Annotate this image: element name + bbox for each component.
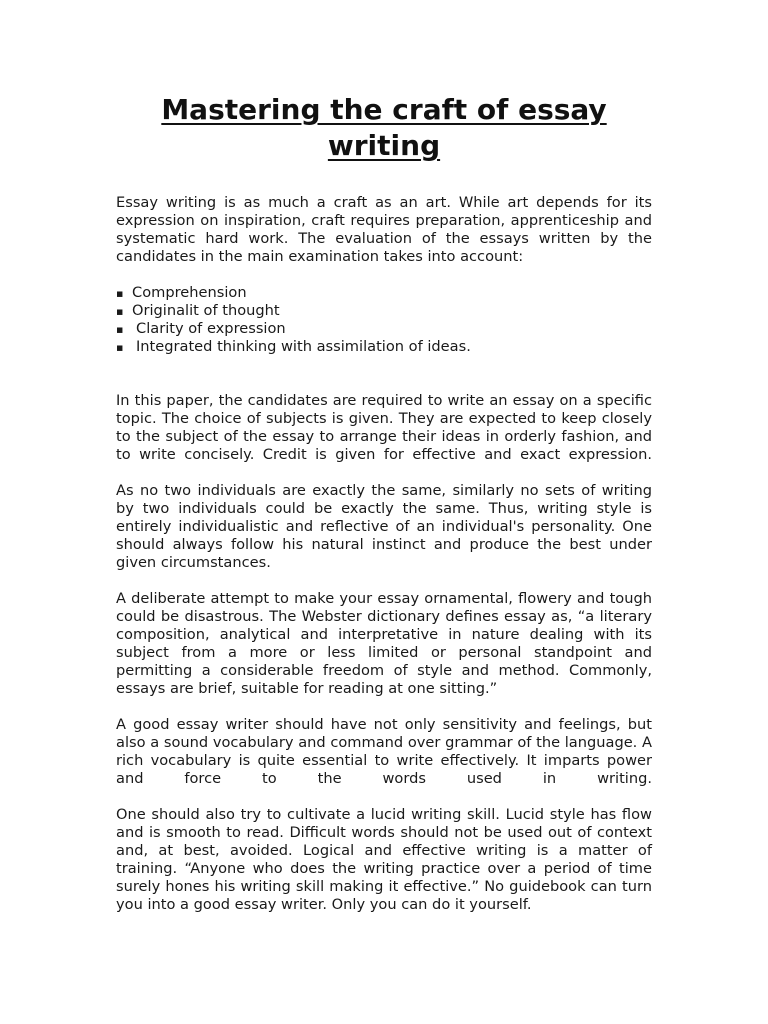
- page-title: [116, 92, 652, 164]
- body-paragraph: In this paper, the candidates are required to write an essay on a specific topic. The choice of subjects is given. They are expected to keep closely to the subject of the essay to arrange their ideas in orderly fashion, and to write concisely. Credit is given for effective and exact expression.: [116, 392, 652, 463]
- list-item: [116, 302, 652, 320]
- list-item-text: Comprehension: [132, 284, 247, 301]
- list-item-text: Originalit of thought: [132, 302, 280, 319]
- body-paragraph: As no two individuals are exactly the same, similarly no sets of writing by two individuals could be exactly the same. Thus, writing style is entirely individualistic and reflective of an individual's personality. One should always follow his natural instinct and produce the best under given circumstances.: [116, 482, 652, 571]
- list-item: [116, 338, 652, 356]
- list-item-text: Integrated thinking with assimilation of ideas.: [136, 338, 471, 355]
- bullet-icon: ▪: [116, 341, 124, 354]
- bullet-icon: ▪: [116, 305, 124, 318]
- list-item: [116, 284, 652, 302]
- body-paragraph: One should also try to cultivate a lucid writing skill. Lucid style has flow and is smooth to read. Difficult words should not be used out of context and, at best, avoided. Logical and effective writing is a matter of training. “Anyone who does the writing practice over a period of time surely hones his writing skill making it effective.” No guidebook can turn you into a good essay writer. Only you can do it yourself.: [116, 806, 652, 913]
- intro-paragraph: Essay writing is as much a craft as an art. While art depends for its expression on inspiration, craft requires preparation, apprenticeship and systematic hard work. The evaluation of the essays written by the candidates in the main examination takes into account:: [116, 194, 652, 265]
- bullet-icon: ▪: [116, 323, 124, 336]
- body-paragraph: A good essay writer should have not only sensitivity and feelings, but also a sound vocabulary and command over grammar of the language. A rich vocabulary is quite essential to write effectively. It imparts power and force to the words used in writing.: [116, 716, 652, 787]
- list-item: [116, 320, 652, 338]
- page-title-text: Mastering the craft of essay writing: [161, 93, 607, 162]
- criteria-list: [116, 284, 652, 356]
- bullet-icon: ▪: [116, 287, 124, 300]
- body-paragraph: A deliberate attempt to make your essay ornamental, flowery and tough could be disastrous. The Webster dictionary defines essay as, “a literary composition, analytical and interpretative in nature dealing with its subject from a more or less limited or personal standpoint and permitting a considerable freedom of style and method. Commonly, essays are brief, suitable for reading at one sitting.”: [116, 590, 652, 697]
- list-item-text: Clarity of expression: [136, 320, 286, 337]
